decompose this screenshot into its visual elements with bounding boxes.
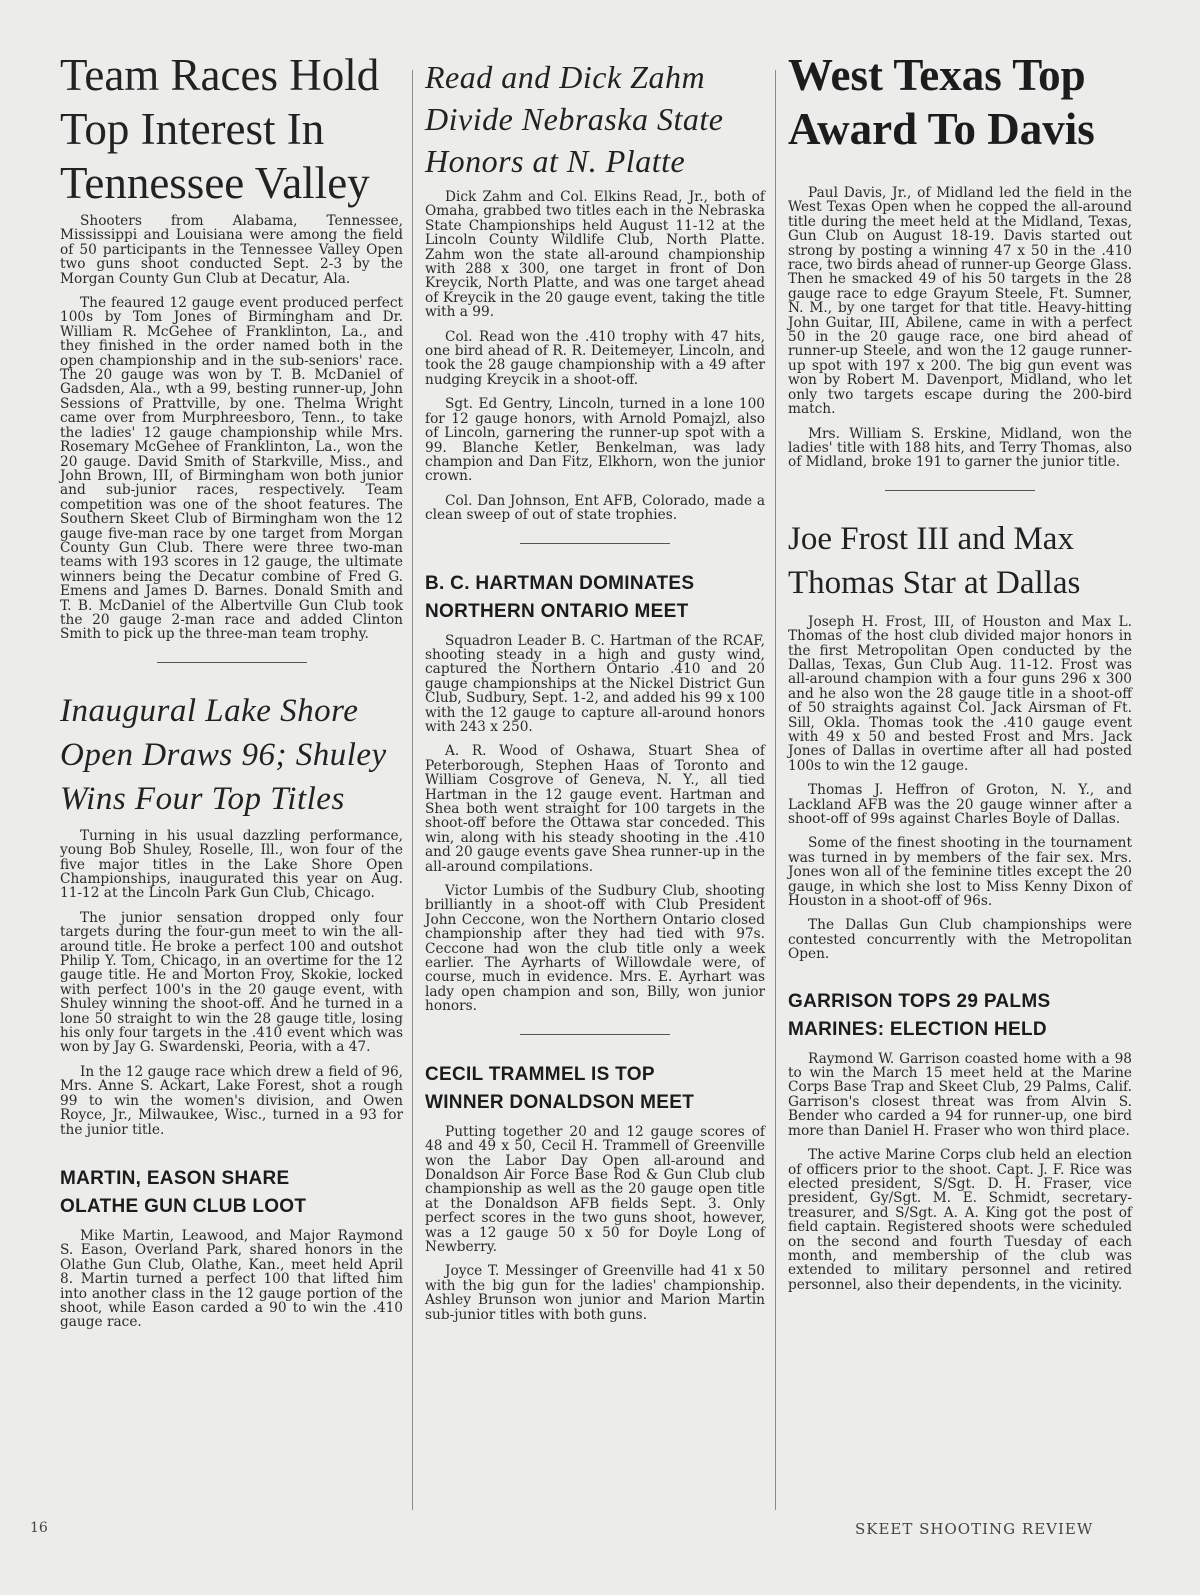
column-left [60,48,403,1340]
headline-line: Read and Dick Zahm [425,59,706,95]
article-paragraph: Paul Davis, Jr., of Midland led the field in the West Texas Open when he copped the all-around title during the meet held at the Midland, Texas, Gun Club on August 18-19. Davis started out strong by posting a winning 47 x 50 in the .410 race, two birds ahead of runner-up George Glass. Then he smacked 49 of his 50 targets in the 28 gauge race to edge Grayum Steele, Ft. Sumner, N. M., by one target for that title. Heavy-hitting John Guitar, III, Abilene, came in with a perfect 50 in the 20 gauge race, one bird ahead of runner-up Steele, and won the 12 gauge runner-up spot with 197 x 200. The big gun event was won by Robert M. Davenport, Midland, who let only two targets escape during the 200-bird match. [788,185,1132,418]
headline-line: Thomas Star at Dallas [788,564,1081,601]
article-paragraph: The Dallas Gun Club championships were contested concurrently with the Metropolitan Open. [788,917,1132,963]
headline-line: Team Races Hold [60,50,380,100]
headline-line: Award To Davis [788,104,1095,154]
column-right [788,48,1132,1302]
article-paragraph: The junior sensation dropped only four targets during the four-gun meet to win the all-around title. He broke a perfect 100 and outshot Philip Y. Tom, Chicago, in an overtime for the 12 gauge title. He and Morton Froy, Skokie, locked with perfect 100's in the 20 gauge event, with Shuley winning the shoot-off. And he turned in a lone 50 straight to win the 28 gauge title, losing his only four targets in the .410 event which was won by Jay G. Swardenski, Peoria, with a 47. [60,909,403,1056]
article-paragraph: Mike Martin, Leawood, and Major Raymond S. Eason, Overland Park, shared honors in the Olathe Gun Club, Olathe, Kan., meet held April 8. Martin turned a perfect 100 that lifted him into another class in the 12 gauge portion of the shoot, while Eason carded a 90 to win the .410 gauge race. [60,1227,403,1331]
headline-line: MARINES: ELECTION HELD [788,1018,1047,1040]
article-headline [60,1165,403,1221]
article-lake-shore [60,689,403,1137]
section-divider [157,662,307,663]
column-divider [412,70,413,1510]
article-paragraph: Joyce T. Messinger of Greenville had 41 x 50 with the big gun for the ladies' championship. Ashley Brunson won junior and Marion Martin sub-junior titles with both guns. [425,1263,765,1323]
article-headline [788,988,1132,1044]
article-paragraph: A. R. Wood of Oshawa, Stuart Shea of Peterborough, Stephen Haas of Toronto and William Cosgrove of Geneva, N. Y., all tied Hartman in the 12 gauge event. Hartman and Shea both went straight for 100 targets in the shoot-off before the Ottawa star conceded. This win, along with his steady shooting in the .410 and 20 gauge events gave Shea runner-up in the all-around compilations. [425,743,765,875]
publication-title: SKEET SHOOTING REVIEW [855,1520,1094,1538]
article-headline [425,570,765,626]
headline-line: Open Draws 96; Shuley [60,736,387,773]
article-donaldson [425,1061,765,1322]
article-paragraph: Joseph H. Frost, III, of Houston and Max L. Thomas of the host club divided major honors in the first Metropolitan Open conducted by the Dallas, Texas, Gun Club Aug. 11-12. Frost was all-around champion with a four guns 296 x 300 and he also won the 28 gauge title in a shoot-off of 50 straights against Col. Jack Airsman of Ft. Sill, Okla. Thomas took the .410 gauge event with 49 x 50 and bested Frost and Mrs. Jack Jones of Dallas in overtime after all had posted 100s to win the 12 gauge. [788,613,1132,774]
article-paragraph: Some of the finest shooting in the tournament was turned in by members of the fair sex. Mrs. Jones won all of the feminine titles except the 20 gauge, in which she lost to Miss Kenny Dixon of Houston in a shoot-off of 96s. [788,835,1132,910]
section-divider [520,543,670,544]
page-number: 16 [30,1520,48,1536]
headline-line: Divide Nebraska State [425,101,724,137]
column-middle [425,56,765,1332]
article-29-palms [788,988,1132,1293]
headline-line: Joe Frost III and Max [788,520,1074,557]
article-paragraph: Sgt. Ed Gentry, Lincoln, turned in a lone 100 for 12 gauge honors, with Arnold Pomajzl, also of Lincoln, garnering the runner-up spot with a 99. Blanche Ketler, Benkelman, was lady champion and Dan Fitz, Elkhorn, won the junior crown. [425,396,765,485]
headline-line: B. C. HARTMAN DOMINATES [425,572,695,594]
article-paragraph: Thomas J. Heffron of Groton, N. Y., and Lackland AFB was the 20 gauge winner after a shoot-off of 99s against Charles Boyle of Dallas. [788,782,1132,827]
article-dallas [788,517,1132,962]
section-divider [520,1034,670,1035]
article-paragraph: Dick Zahm and Col. Elkins Read, Jr., both of Omaha, grabbed two titles each in the Nebraska State Championships held August 11-12 at the Lincoln County Wildlife Club, North Platte. Zahm won the state all-around championship with 288 x 300, one target in front of Don Kreycik, North Platte, and was one target ahead of Kreycik in the 20 gauge event, taking the title with a 99. [425,189,765,321]
article-paragraph: Mrs. William S. Erskine, Midland, won the ladies' title with 188 hits, and Terry Thomas, also of Midland, broke 191 to garner the junior title. [788,425,1132,471]
article-nebraska [425,56,765,523]
headline-line: OLATHE GUN CLUB LOOT [60,1195,307,1217]
headline-line: CECIL TRAMMEL IS TOP [425,1063,655,1085]
headline-line: MARTIN, EASON SHARE [60,1167,290,1189]
section-divider [885,490,1035,491]
article-headline [60,689,403,821]
article-headline [425,1061,765,1117]
article-paragraph: Col. Dan Johnson, Ent AFB, Colorado, made a clean sweep of out of state trophies. [425,492,765,524]
article-paragraph: Victor Lumbis of the Sudbury Club, shooting brilliantly in a shoot-off with Club President John Ceccone, won the Northern Ontario closed championship after they had tied with 97s. Ceccone had won the club title only a week earlier. The Ayrharts of Willowdale were, of course, much in evidence. Mrs. E. Ayrhart was lady open champion and son, Billy, won junior honors. [425,883,765,1015]
headline-line: WINNER DONALDSON MEET [425,1091,695,1113]
article-headline [60,48,403,210]
article-paragraph: The feaured 12 gauge event produced perfect 100s by Tom Jones of Birmingham and Dr. William R. McGehee of Franklinton, La., and they finished in the order named both in the open championship and in the sub-seniors' race. The 20 gauge was won by T. B. McDaniel of Gadsden, Ala., wth a 99, besting runner-up, John Sessions of Prattville, by one. Thelma Wright came over from Murphreesboro, Tenn., to take the ladies' 12 gauge championship while Mrs. Rosemary McGehee of Franklinton, La., won the 20 gauge. David Smith of Starkville, Miss., and John Brown, III, of Birmingham won both junior and sub-junior races, respectively. Team competition was one of the shoot features. The Southern Skeet Club of Birmingham won the 12 gauge five-man race by one target from Morgan County Gun Club. There were three two-man teams with 193 scores in 12 gauge, the ultimate winners being the Decatur combine of Fred G. Emens and James D. Barnes. Donald Smith and T. B. McDaniel of the Albertville Gun Club took the 20 gauge 2-man race and added Clinton Smith to pick up the three-man team trophy. [60,295,403,643]
article-northern-ontario [425,570,765,1014]
headline-line: GARRISON TOPS 29 PALMS [788,990,1051,1012]
headline-line: Honors at N. Platte [425,143,686,179]
article-headline [788,48,1132,156]
article-paragraph: Raymond W. Garrison coasted home with a 98 to win the March 15 meet held at the Marine Corps Base Trap and Skeet Club, 29 Palms, Calif. Garrison's closest threat was from Alvin S. Bender who carded a 94 for runner-up, one bird more than Daniel H. Fraser who won third place. [788,1050,1132,1139]
article-paragraph: Col. Read won the .410 trophy with 47 hits, one bird ahead of R. R. Deitemeyer, Lincoln, and took the 28 gauge championship with a 49 after nudging Kreycik in a shoot-off. [425,328,765,388]
headline-line: NORTHERN ONTARIO MEET [425,600,689,622]
article-west-texas [788,48,1132,470]
headline-line: West Texas Top [788,50,1086,100]
article-paragraph: Shooters from Alabama, Tennessee, Mississippi and Louisiana were among the field of 50 participants in the Tennessee Valley Open two guns shoot conducted Sept. 2-3 by the Morgan County Gun Club at Decatur, Ala. [60,213,403,287]
headline-line: Wins Four Top Titles [60,780,345,817]
article-headline [788,517,1132,605]
article-paragraph: The active Marine Corps club held an election of officers prior to the shoot. Capt. J. F. Rice was elected president, S/Sgt. D. H. Fraser, vice president, Gy/Sgt. M. E. Schmidt, secretary-treasurer, and S/Sgt. A. A. King got the post of field captain. Registered shoots were scheduled on the second and fourth Tuesday of each month, and membership of the club was extended to military personnel and retired personnel, also their dependents, in the vicinity. [788,1147,1132,1293]
article-headline [425,56,765,182]
headline-line: Tennessee Valley [60,158,370,208]
article-tennessee-valley [60,48,403,642]
article-paragraph: Squadron Leader B. C. Hartman of the RCAF, shooting steady in a high and gusty wind, captured the Northern Ontario .410 and 20 gauge championships at the Nickel District Gun Club, Sudbury, Sept. 1-2, and added his 99 x 100 with the 12 gauge to capture all-around honors with 243 x 250. [425,632,765,735]
article-paragraph: Putting together 20 and 12 gauge scores of 48 and 49 x 50, Cecil H. Trammell of Greenville won the Labor Day Open all-around and Donaldson Air Force Base Rod & Gun Club club championship as well as the 20 gauge open title at the Donaldson AFB fields Sept. 3. Only perfect scores in the two guns shoot, however, was a 12 gauge 50 x 50 for Doyle Long of Newberry. [425,1123,765,1255]
article-paragraph: Turning in his usual dazzling performance, young Bob Shuley, Roselle, Ill., won four of the five major titles in the Lake Shore Open Championships, inaugurated this year on Aug. 11-12 at the Lincoln Park Gun Club, Chicago. [60,827,403,902]
headline-line: Top Interest In [60,104,325,154]
article-olathe [60,1165,403,1330]
article-paragraph: In the 12 gauge race which drew a field of 96, Mrs. Anne S. Ackart, Lake Forest, shot a rough 99 to win the women's division, and Owen Royce, Jr., Milwaukee, Wisc., turned in a 93 for the junior title. [60,1063,403,1138]
column-divider [775,70,776,1510]
headline-line: Inaugural Lake Shore [60,692,359,729]
